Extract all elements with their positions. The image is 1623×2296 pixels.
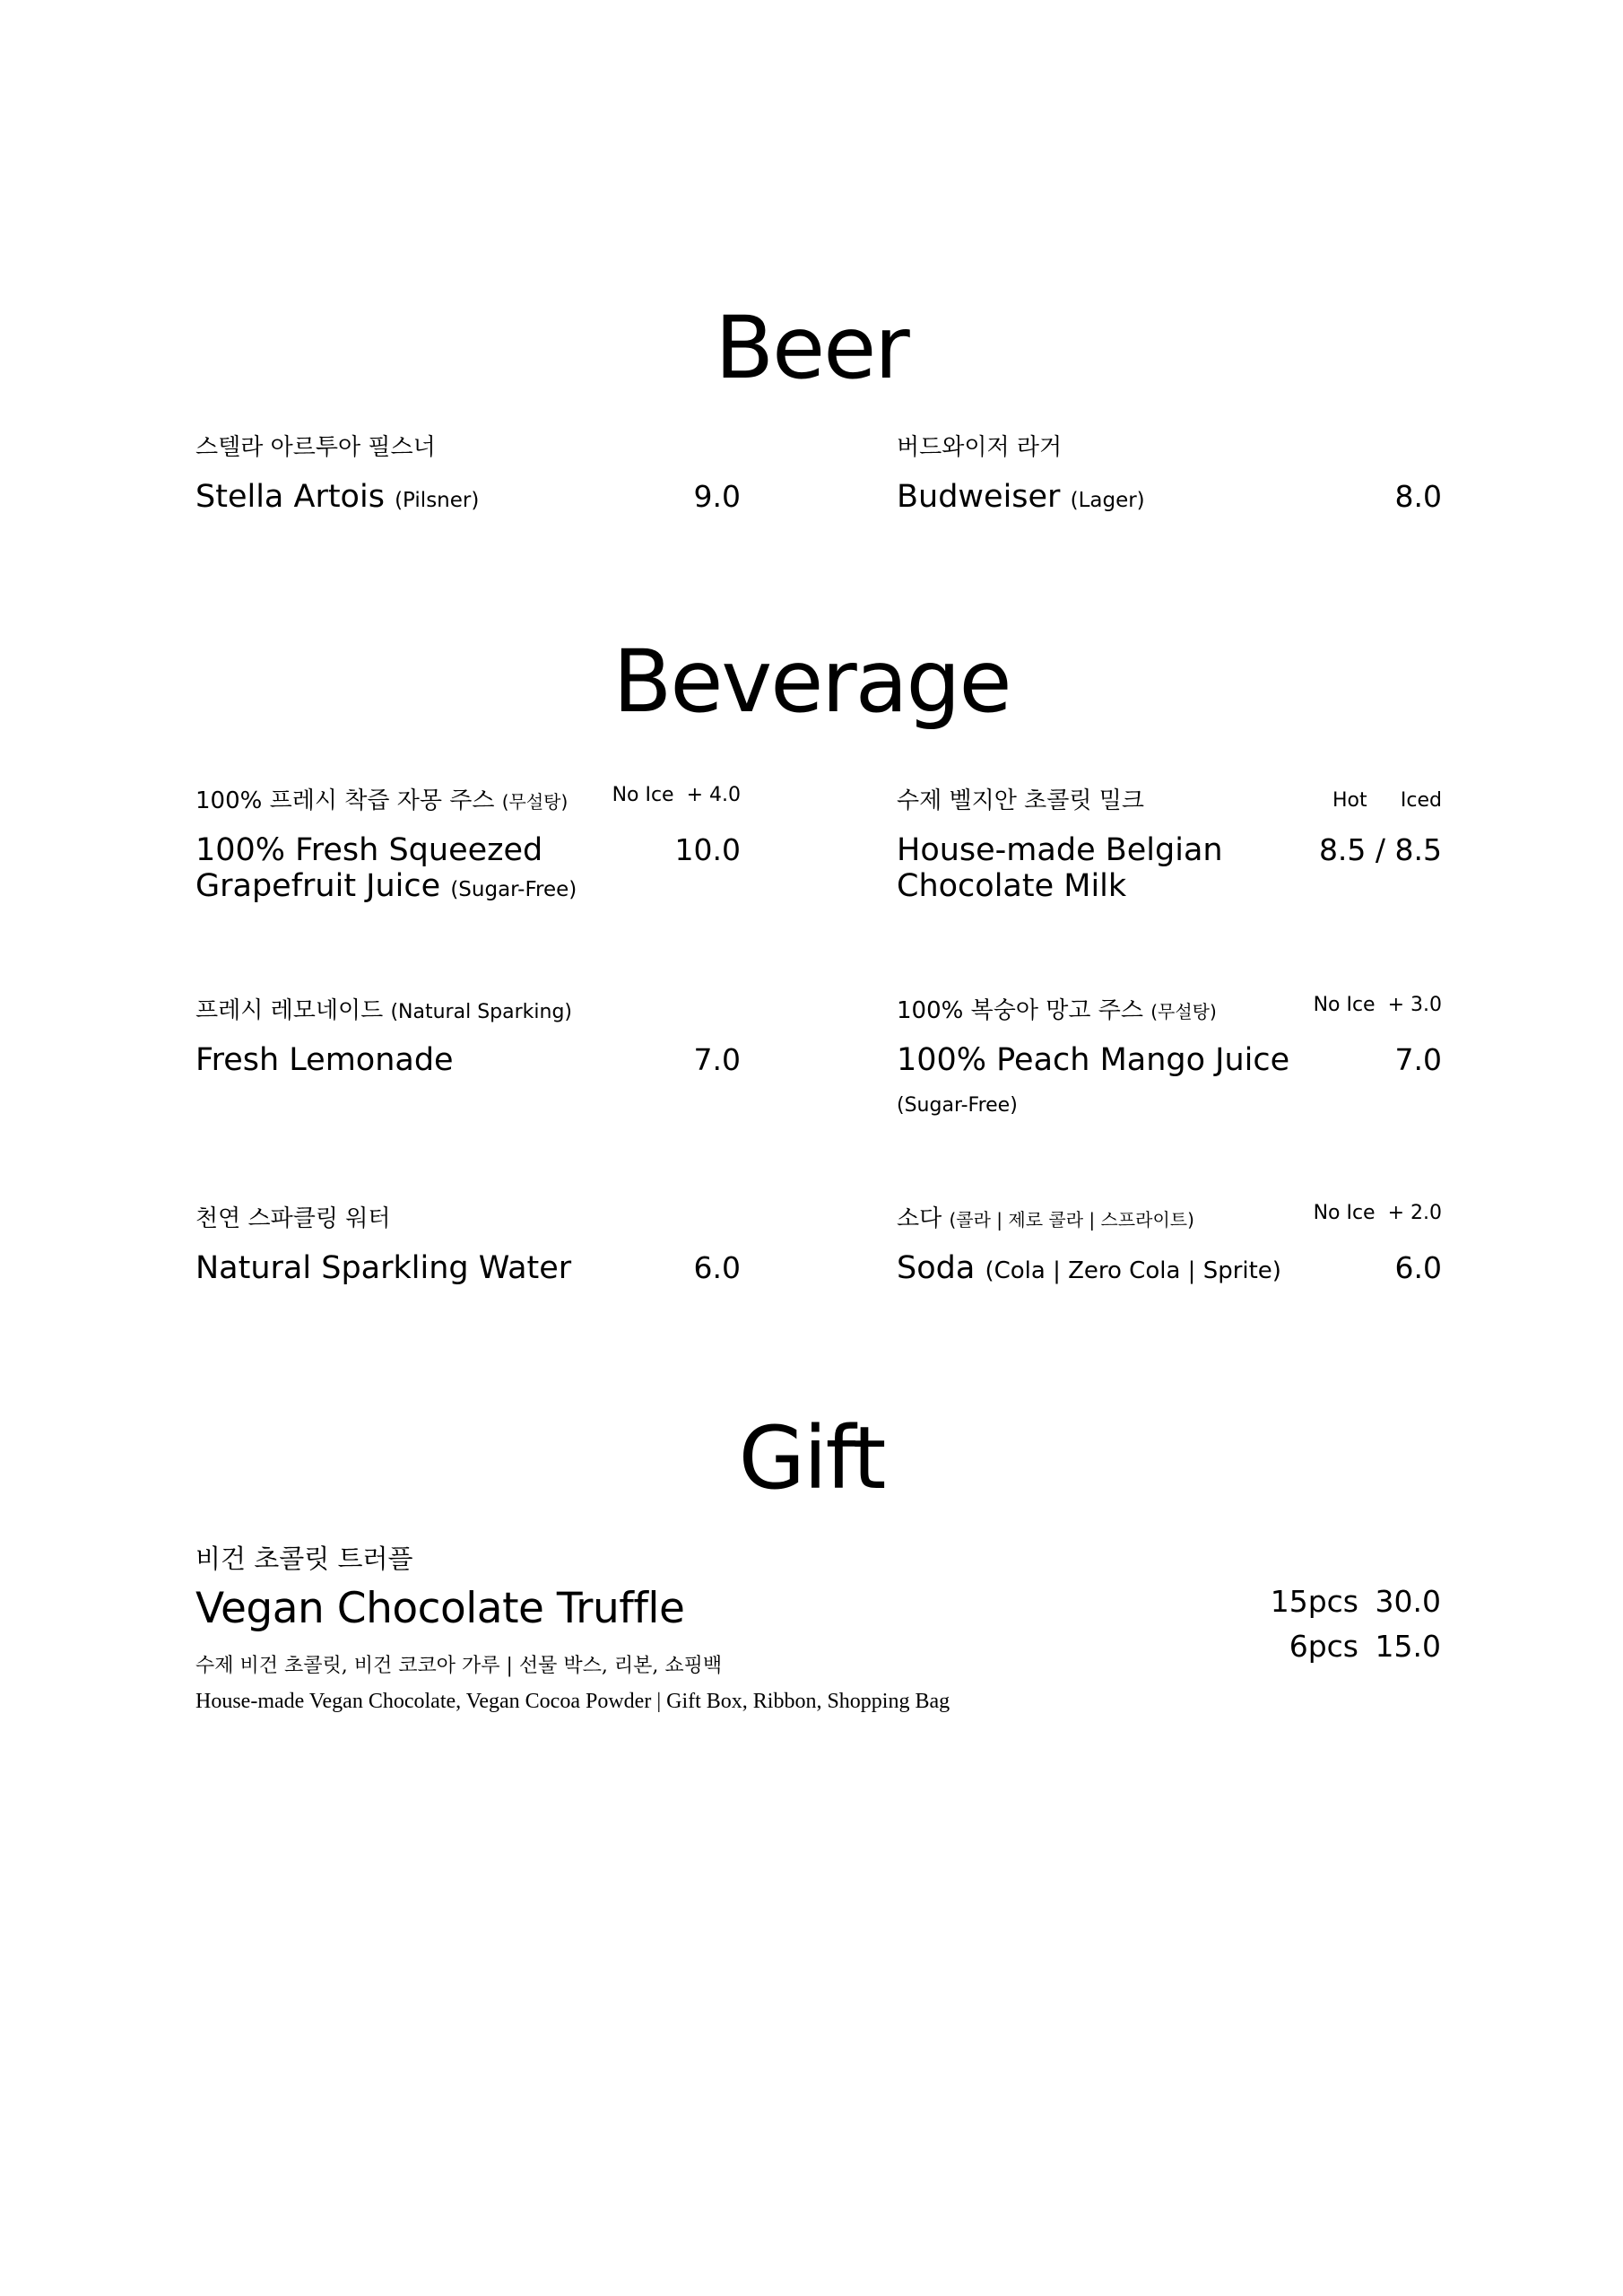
item-english-name: Soda (Cola | Zero Cola | Sprite) — [897, 1250, 1281, 1286]
item-no-ice-surcharge: No Ice + 3.0 — [1313, 994, 1442, 1016]
item-korean-name: 천연 스파클링 워터 — [195, 1205, 391, 1232]
item-note: (Cola | Zero Cola | Sprite) — [985, 1257, 1281, 1284]
hot-label: Hot — [1332, 789, 1367, 812]
item-english-name: 100% Peach Mango Juice — [897, 1042, 1290, 1078]
item-note: (Sugar-Free) — [897, 1094, 1018, 1117]
item-english-name: 100% Fresh Squeezed Grapefruit Juice (Sugar-Free) — [195, 832, 577, 904]
item-price: 7.0 — [1394, 1042, 1442, 1077]
iced-label: Iced — [1400, 789, 1442, 812]
gift-option — [1226, 1584, 1441, 1629]
item-english-name: Stella Artois (Pilsner) — [195, 479, 480, 515]
item-price: 6.0 — [693, 1250, 741, 1285]
item-korean-note: (콜라 | 제로 콜라 | 스프라이트) — [949, 1209, 1194, 1231]
item-korean-note: (무설탕) — [501, 791, 568, 813]
item-english-name: Budweiser (Lager) — [897, 479, 1145, 515]
gift-price-list — [1226, 1584, 1441, 1674]
item-no-ice-surcharge: No Ice + 4.0 — [612, 784, 741, 806]
item-price: 8.0 — [1394, 479, 1442, 514]
item-korean-name: 100% 프레시 착즙 자몽 주스 (무설탕) — [195, 787, 568, 814]
item-korean-name: 버드와이저 라거 — [897, 434, 1063, 461]
item-price: 8.5 / 8.5 — [1318, 832, 1442, 867]
item-korean-name: 수제 벨지안 초콜릿 밀크 — [897, 787, 1144, 814]
beer-section-title: Beer — [715, 298, 908, 398]
gift-section-title: Gift — [738, 1408, 885, 1509]
gift-english-name: Vegan Chocolate Truffle — [195, 1584, 685, 1633]
item-korean-name: 100% 복숭아 망고 주스 (무설탕) — [897, 997, 1217, 1024]
item-note: (Lager) — [1070, 489, 1145, 512]
item-price: 7.0 — [693, 1042, 741, 1077]
item-english-name: House-made Belgian Chocolate Milk — [897, 832, 1223, 904]
item-korean-note: (Natural Sparking) — [390, 1001, 572, 1023]
gift-option-price: 30.0 — [1375, 1584, 1441, 1619]
gift-english-description: House-made Vegan Chocolate, Vegan Cocoa Powder | Gift Box, Ribbon, Shopping Bag — [195, 1690, 950, 1713]
item-price: 10.0 — [674, 832, 741, 867]
item-english-name: Fresh Lemonade — [195, 1042, 454, 1078]
item-korean-note: (무설탕) — [1150, 1001, 1217, 1022]
item-korean-name: 소다 (콜라 | 제로 콜라 | 스프라이트) — [897, 1205, 1194, 1232]
beverage-section-title: Beverage — [612, 631, 1011, 732]
item-english-name: Natural Sparkling Water — [195, 1250, 572, 1286]
item-korean-name: 스텔라 아르투아 필스너 — [195, 434, 436, 461]
gift-option-quantity: 6pcs — [1289, 1629, 1358, 1664]
gift-option — [1226, 1629, 1441, 1674]
item-price: 9.0 — [693, 479, 741, 514]
item-korean-name: 프레시 레모네이드 (Natural Sparking) — [195, 997, 572, 1024]
gift-korean-name: 비건 초콜릿 트러플 — [195, 1544, 413, 1574]
item-no-ice-surcharge: No Ice + 2.0 — [1313, 1202, 1442, 1224]
item-note: (Sugar-Free) — [450, 878, 577, 901]
item-note: (Pilsner) — [395, 489, 480, 512]
gift-korean-description: 수제 비건 초콜릿, 비건 코코아 가루 | 선물 박스, 리본, 쇼핑백 — [195, 1655, 723, 1677]
gift-option-quantity: 15pcs — [1270, 1584, 1358, 1619]
item-price: 6.0 — [1394, 1250, 1442, 1285]
gift-option-price: 15.0 — [1375, 1629, 1441, 1664]
